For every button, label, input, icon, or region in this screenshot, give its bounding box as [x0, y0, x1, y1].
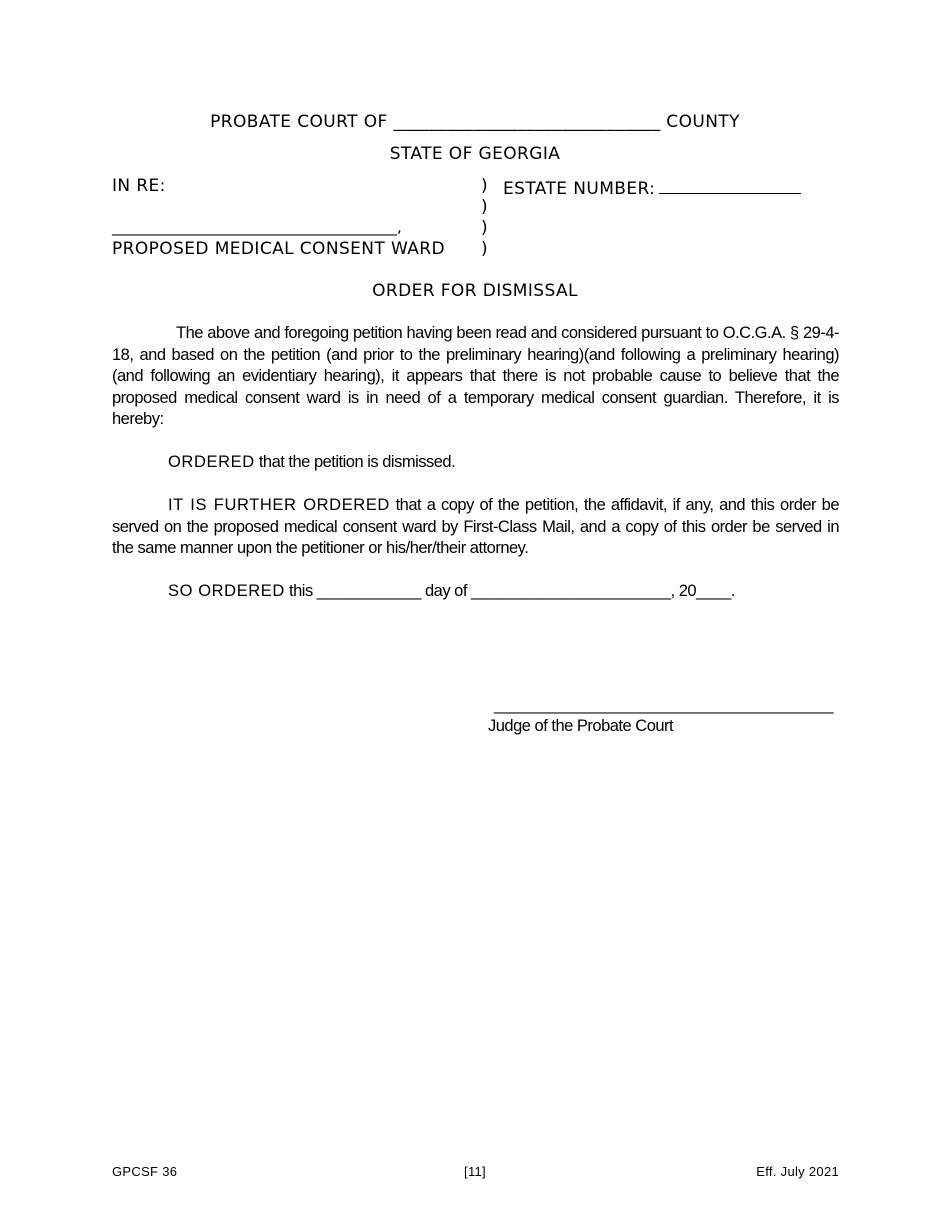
court-suffix: COUNTY	[666, 112, 740, 132]
further-ordered-text: that a copy of the petition, the affidavit, if any, and this order be served on the proposed medical consent ward by First-Class Mail, and a copy of this order be served in the same manner upon the petitioner or his/her/their attorney.	[112, 496, 840, 557]
court-header	[0, 112, 950, 132]
so-ordered-keyword: SO ORDERED	[168, 582, 285, 600]
in-re-label: IN RE:	[112, 176, 166, 196]
judge-signature-label: Judge of the Probate Court	[488, 717, 674, 735]
so-ordered-date-blanks[interactable]: this ____________ day of _______________________, 20____.	[289, 582, 735, 600]
caption-paren: )	[481, 239, 489, 259]
estate-number-label: ESTATE NUMBER:	[503, 179, 656, 199]
ward-label: PROPOSED MEDICAL CONSENT WARD	[112, 239, 446, 259]
further-ordered-keyword: IT IS FURTHER ORDERED	[168, 496, 390, 514]
further-ordered-paragraph	[112, 495, 839, 560]
so-ordered-line	[168, 581, 735, 603]
estate-number-input[interactable]	[659, 176, 801, 194]
judge-signature-line[interactable]: _____________________________________	[494, 696, 834, 714]
caption-paren: )	[481, 176, 489, 196]
ward-name-blank[interactable]: ______________________________________,	[112, 218, 402, 236]
county-blank[interactable]: ______________________________	[393, 112, 661, 132]
findings-paragraph: The above and foregoing petition having been read and considered pursuant to O.C.G.A. § 29-4-18, and based on the petition (and prior to the preliminary hearing)(and following a preliminary hearing)(and following an evidentiary hearing), it appears that there is not probable cause to believe that the proposed medical consent ward is in need of a temporary medical consent guardian. Therefore, it is hereby:	[112, 324, 839, 428]
order-title: ORDER FOR DISMISSAL	[372, 281, 578, 301]
caption-paren: )	[481, 218, 489, 238]
page-number: [11]	[464, 1164, 486, 1179]
court-prefix: PROBATE COURT OF	[210, 112, 388, 132]
ordered-keyword: ORDERED	[168, 453, 255, 471]
effective-date: Eff. July 2021	[756, 1164, 839, 1179]
ordered-text: that the petition is dismissed.	[258, 453, 456, 471]
form-id: GPCSF 36	[112, 1164, 178, 1179]
ordered-paragraph	[168, 452, 455, 474]
estate-number-field	[503, 176, 801, 199]
caption-paren: )	[481, 197, 489, 217]
state-heading: STATE OF GEORGIA	[389, 144, 561, 164]
